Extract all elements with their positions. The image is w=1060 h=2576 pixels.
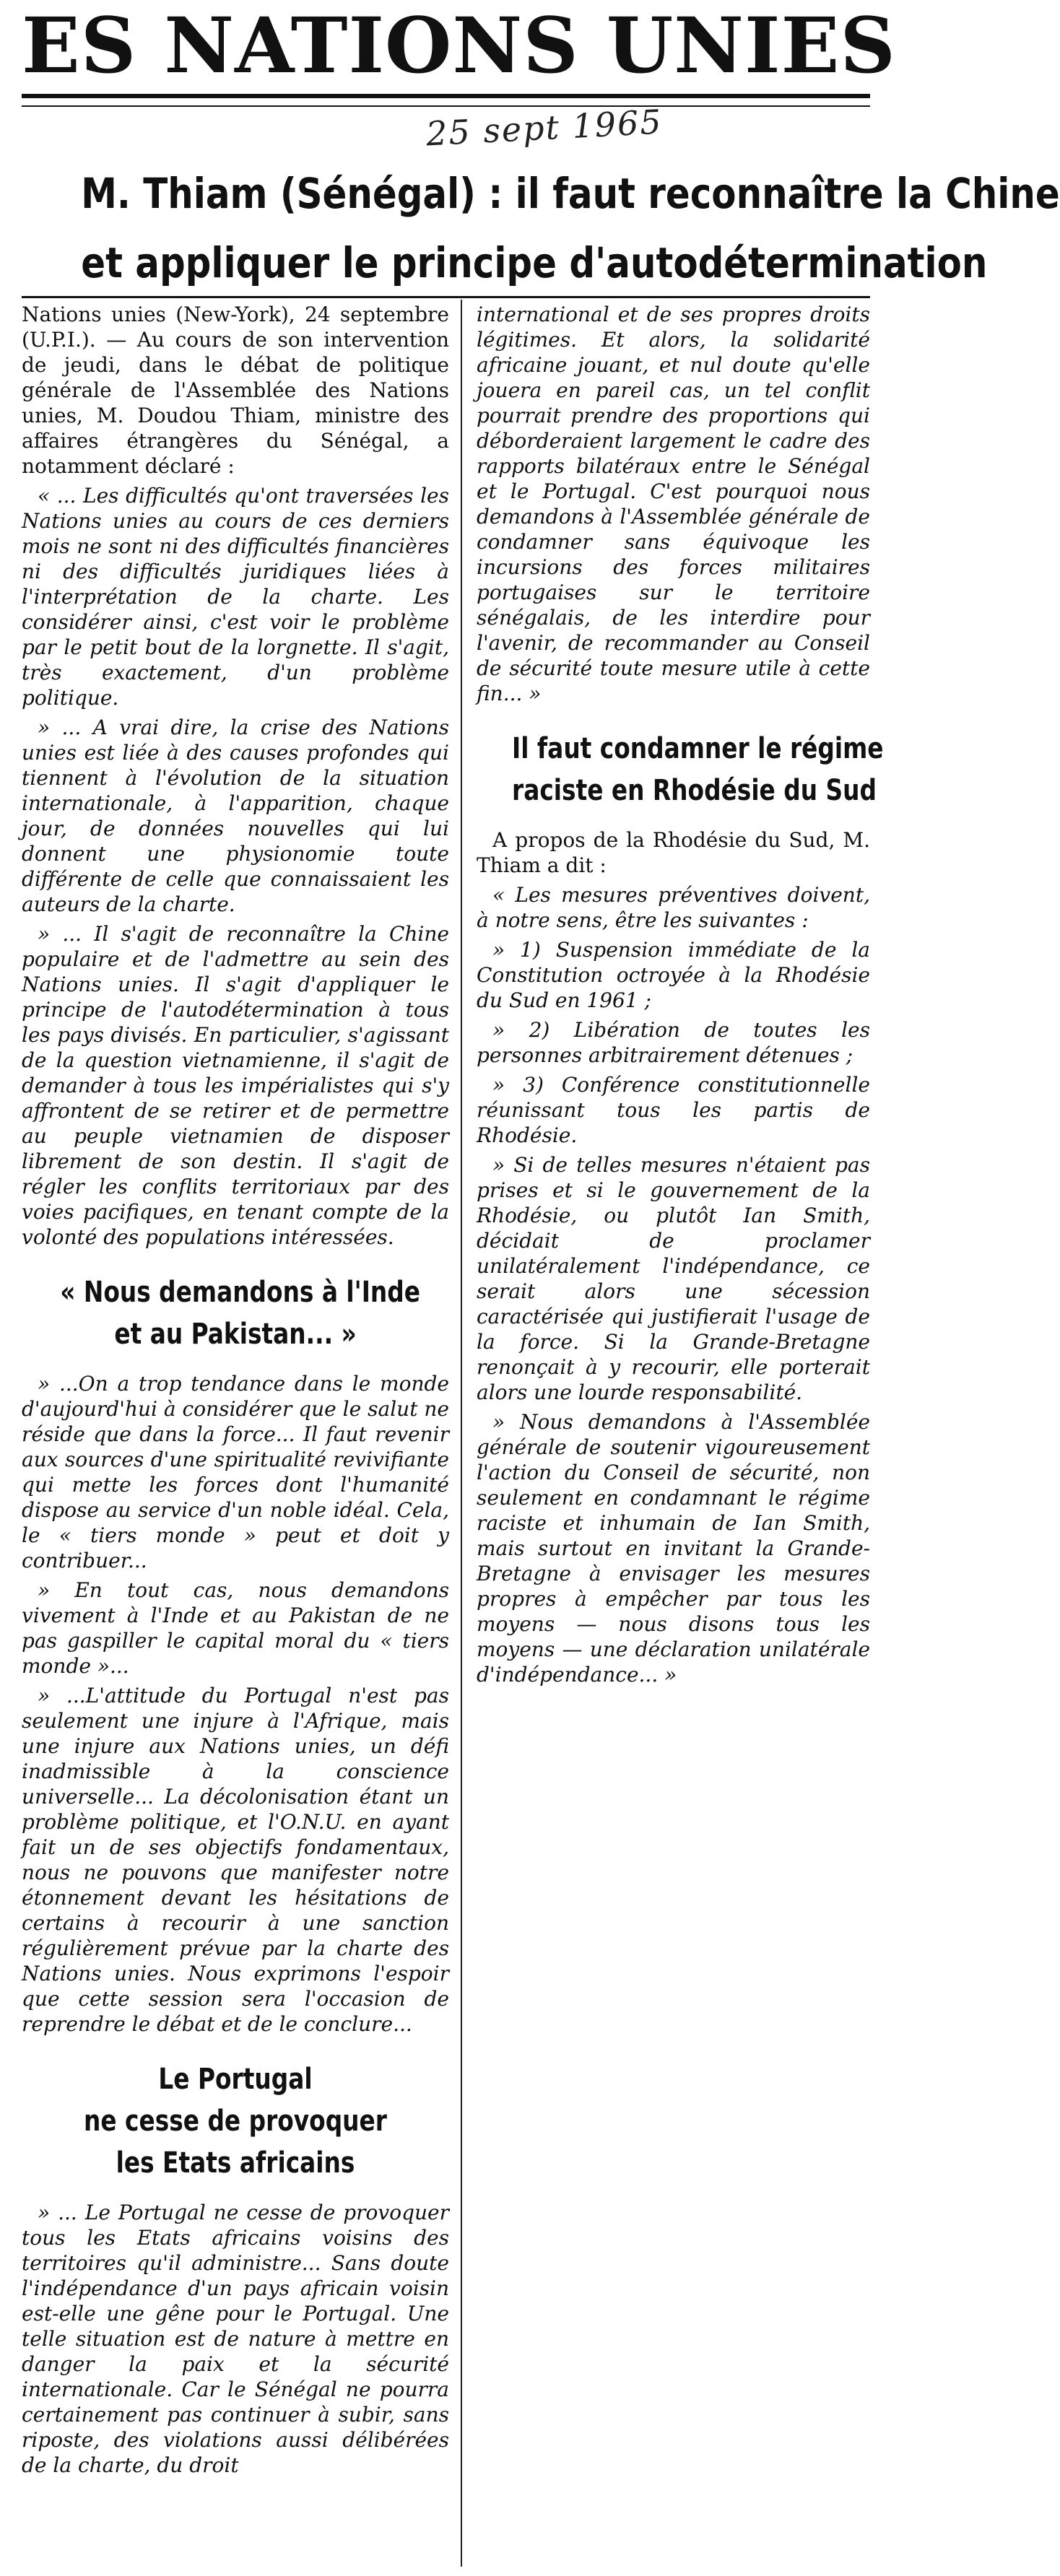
- headline: [81, 159, 1060, 297]
- quote-paragraph: » ...On a trop tendance dans le monde d'aujourd'hui à considérer que le salut ne réside que dans la force... Il faut revenir aux sources d'une spiritualité revivifiante qui mette les forces dont l'humanité dispose au service d'un noble idéal. Cela, le « tiers monde » peut et doit y contribuer...: [22, 1372, 449, 1572]
- handwritten-date: 25 sept 1965: [425, 102, 664, 154]
- subheading-inde-pakistan: [60, 1271, 420, 1355]
- subheading-line: Le Portugal: [158, 2063, 313, 2096]
- masthead-rule: [22, 94, 870, 107]
- subheading-line: les Etats africains: [116, 2146, 355, 2180]
- quote-paragraph: » Nous demandons à l'Assemblée générale de soutenir vigoureusement l'action du Conseil de sécurité, non seulement en condamnant le régime raciste et inhumain de Ian Smith, mais surtout en invitant la Grande-Bretagne à envisager les mesures propres à empêcher par tous les moyens — nous disons tous les moyens — une déclaration unilatérale d'indépendance... »: [477, 1410, 870, 1687]
- headline-line-2: et appliquer le principe d'autodétermination: [81, 238, 988, 287]
- quote-paragraph: » Si de telles mesures n'étaient pas prises et si le gouvernement de la Rhodésie, ou plutôt Ian Smith, décidait de proclamer unilatéralement l'indépendance, ce serait alors une sécession caractérisée qui justifierait l'usage de la force. Si la Grande-Bretagne renonçait à y recourir, elle porterait alors une lourde responsabilité.: [477, 1153, 870, 1404]
- quote-paragraph: « Les mesures préventives doivent, à notre sens, être les suivantes :: [477, 883, 870, 932]
- quote-paragraph: « ... Les difficultés qu'ont traversées les Nations unies au cours de ces derniers mois ne sont ni des difficultés financières ni des difficultés juridiques liées à l'interprétation de la charte. Les considérer ainsi, c'est voir le problème par le petit bout de la lorgnette. Il s'agit, très exactement, d'un problème politique.: [22, 484, 449, 710]
- subheading-line: et au Pakistan... »: [114, 1318, 357, 1351]
- masthead: ES NATIONS UNIES: [22, 0, 896, 90]
- subheading-line: ne cesse de provoquer: [84, 2105, 387, 2138]
- subheading-line: « Nous demandons à l'Inde: [60, 1276, 420, 1309]
- quote-paragraph: » ... Le Portugal ne cesse de provoquer tous les Etats africains voisins des territoires qu'il administre... Sans doute l'indépendance d'un pays africain voisin est-elle une gêne pour le Portugal. Une telle situation est de nature à mettre en danger la paix et la sécurité internationale. Car le Sénégal ne pourra certainement pas continuer à subir, sans riposte, des violations aussi délibérées de la charte, du droit: [22, 2201, 449, 2477]
- quote-paragraph: international et de ses propres droits légitimes. Et alors, la solidarité africaine jouant, et nul doute qu'elle jouera en pareil cas, un tel conflit pourrait prendre des proportions qui déborderaient largement le cadre des rapports bilatéraux entre le Sénégal et le Portugal. C'est pourquoi nous demandons à l'Assemblée générale de condamner sans équivoque les incursions des forces militaires portugaises sur le territoire sénégalais, de les interdire pour l'avenir, de recommander au Conseil de sécurité toute mesure utile à cette fin... »: [477, 303, 870, 705]
- column-divider: [461, 300, 462, 2567]
- quote-paragraph: » 1) Suspension immédiate de la Constitution octroyée à la Rhodésie du Sud en 1961 ;: [477, 938, 870, 1012]
- quote-paragraph: » En tout cas, nous demandons vivement à l'Inde et au Pakistan de ne pas gaspiller le capital moral du « tiers monde »...: [22, 1578, 449, 1678]
- quote-paragraph: » ...L'attitude du Portugal n'est pas seulement une injure à l'Afrique, mais une injure aux Nations unies, un défi inadmissible à la conscience universelle... La décolonisation étant un problème politique, et l'O.N.U. en ayant fait un de ses objectifs fondamentaux, nous ne pouvons que manifester notre étonnement devant les hésitations de certains à recourir à une sanction régulièrement prévue par la charte des Nations unies. Nous exprimons l'espoir que cette session sera l'occasion de reprendre le débat et de le conclure...: [22, 1684, 449, 2036]
- quote-paragraph: » ... A vrai dire, la crise des Nations unies est liée à des causes profondes qui tiennent à l'évolution de la situation internationale, à l'apparition, chaque jour, de données nouvelles qui lui donnent une physionomie toute différente de celle que connaissaient les auteurs de la charte.: [22, 715, 449, 916]
- subheading-line: Il faut condamner le régime: [512, 732, 884, 765]
- headline-line-1: M. Thiam (Sénégal) : il faut reconnaître la Chine: [81, 169, 1060, 218]
- headline-rule: [22, 296, 870, 298]
- subheading-line: raciste en Rhodésie du Sud: [512, 774, 877, 807]
- quote-paragraph: » 3) Conférence constitutionnelle réunissant tous les partis de Rhodésie.: [477, 1073, 870, 1147]
- intro-paragraph: Nations unies (New-York), 24 septembre (U.P.I.). — Au cours de son intervention de jeudi, dans le débat de politique générale de l'Assemblée des Nations unies, M. Doudou Thiam, ministre des affaires étrangères du Sénégal, a notamment déclaré :: [22, 303, 449, 478]
- quote-paragraph: » ... Il s'agit de reconnaître la Chine populaire et de l'admettre au sein des Nations unies. Il s'agit d'appliquer le principe de l'autodétermination à tous les pays divisés. En particulier, s'agissant de la question vietnamienne, il s'agit de demander à tous les impérialistes qui s'y affrontent de se retirer et de permettre au peuple vietnamien de disposer librement de son destin. Il s'agit de régler les conflits territoriaux par des voies pacifiques, en tenant compte de la volonté des populations intéressées.: [22, 922, 449, 1249]
- body-paragraph: A propos de la Rhodésie du Sud, M. Thiam a dit :: [477, 828, 870, 877]
- right-column: [477, 302, 884, 1692]
- left-column: [22, 302, 449, 2482]
- quote-paragraph: » 2) Libération de toutes les personnes arbitrairement détenues ;: [477, 1018, 870, 1067]
- subheading-portugal: [60, 2058, 410, 2184]
- subheading-rhodesie: [512, 728, 884, 811]
